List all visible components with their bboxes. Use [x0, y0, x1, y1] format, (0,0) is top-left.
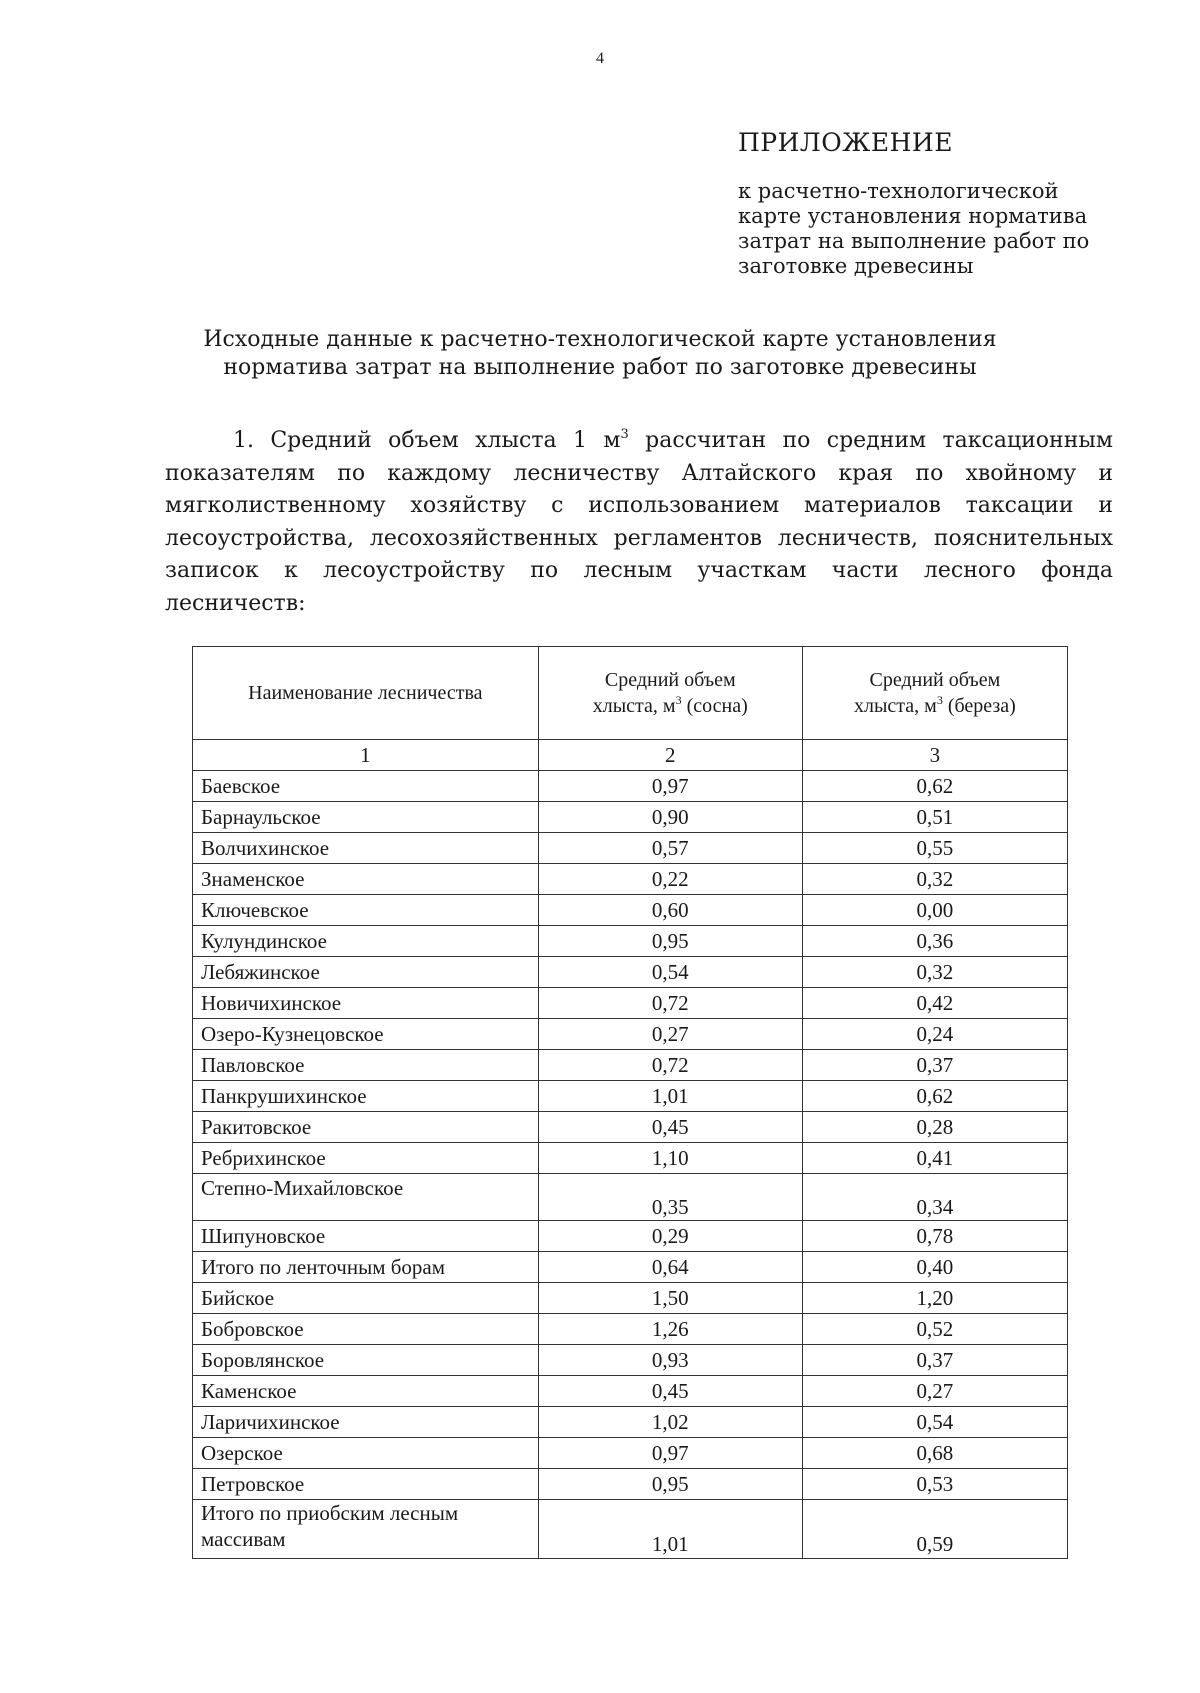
birch-volume-cell: 0,24 — [802, 1019, 1067, 1050]
table-row — [193, 1143, 1068, 1174]
birch-volume-cell: 0,53 — [802, 1469, 1067, 1500]
header-forestry-name: Наименование лесничества — [193, 647, 539, 740]
forestry-name-cell: Бобровское — [193, 1314, 539, 1345]
forestry-name-cell: Знаменское — [193, 864, 539, 895]
forestry-name-cell: Петровское — [193, 1469, 539, 1500]
table-row — [193, 1019, 1068, 1050]
table-row — [193, 1469, 1068, 1500]
pine-volume-cell: 0,29 — [538, 1221, 802, 1252]
header-text: хлыста, м — [854, 695, 937, 717]
pine-volume-cell: 0,72 — [538, 1050, 802, 1081]
birch-volume-cell: 0,62 — [802, 1081, 1067, 1112]
forestry-name-cell: Лебяжинское — [193, 957, 539, 988]
header-text: хлыста, м — [592, 695, 676, 717]
table-row — [193, 1221, 1068, 1252]
header-birch-volume — [802, 647, 1067, 740]
forestry-name-cell: Ларичихинское — [193, 1407, 539, 1438]
pine-volume-cell: 0,97 — [538, 1438, 802, 1469]
pine-volume-cell: 0,64 — [538, 1252, 802, 1283]
header-text: Средний объем — [869, 669, 1001, 691]
birch-volume-cell: 0,37 — [802, 1050, 1067, 1081]
forestry-name-cell: Новичихинское — [193, 988, 539, 1019]
pine-volume-cell: 0,57 — [538, 833, 802, 864]
header-text: Средний объем — [604, 669, 736, 691]
table-row — [193, 926, 1068, 957]
birch-volume-cell: 0,78 — [802, 1221, 1067, 1252]
forestry-name-cell: Ребрихинское — [193, 1143, 539, 1174]
forestry-name-cell: Шипуновское — [193, 1221, 539, 1252]
birch-volume-cell: 0,54 — [802, 1407, 1067, 1438]
pine-volume-cell: 0,45 — [538, 1376, 802, 1407]
table-row — [193, 1314, 1068, 1345]
pine-volume-cell: 0,45 — [538, 1112, 802, 1143]
birch-volume-cell: 0,40 — [802, 1252, 1067, 1283]
birch-volume-cell: 0,36 — [802, 926, 1067, 957]
pine-volume-cell: 0,95 — [538, 1469, 802, 1500]
forestry-name-cell: Боровлянское — [193, 1345, 539, 1376]
birch-volume-cell: 0,55 — [802, 833, 1067, 864]
appendix-block — [738, 128, 1118, 279]
forestry-name-cell: Озерское — [193, 1438, 539, 1469]
appendix-title: ПРИЛОЖЕНИЕ — [738, 128, 953, 157]
pine-volume-cell: 0,35 — [538, 1174, 802, 1221]
column-number: 1 — [193, 740, 539, 771]
superscript: 3 — [675, 693, 682, 707]
forestry-name-cell: Ракитовское — [193, 1112, 539, 1143]
table-row — [193, 1081, 1068, 1112]
birch-volume-cell: 0,00 — [802, 895, 1067, 926]
pine-volume-cell: 0,90 — [538, 802, 802, 833]
table-row — [193, 957, 1068, 988]
table-row — [193, 988, 1068, 1019]
table-row — [193, 1112, 1068, 1143]
pine-volume-cell: 0,93 — [538, 1345, 802, 1376]
appendix-subtitle — [738, 179, 1118, 279]
birch-volume-cell: 0,27 — [802, 1376, 1067, 1407]
pine-volume-cell: 1,02 — [538, 1407, 802, 1438]
appendix-line: затрат на выполнение работ по — [738, 229, 1090, 253]
document-heading — [0, 326, 1200, 382]
column-number: 2 — [538, 740, 802, 771]
superscript: 3 — [936, 693, 943, 707]
birch-volume-cell: 0,41 — [802, 1143, 1067, 1174]
table-row — [193, 802, 1068, 833]
birch-volume-cell: 0,51 — [802, 802, 1067, 833]
table-row — [193, 1283, 1068, 1314]
table-row — [193, 771, 1068, 802]
appendix-line: заготовке древесины — [738, 254, 974, 278]
pine-volume-cell: 1,01 — [538, 1081, 802, 1112]
paragraph-text: рассчитан по средним таксационным показателям по каждому лесничеству Алтайского края по хвойному и мягколиственному хозяйству с использованием материалов таксации и лесоустройства, лесохозяйственных регламентов лесничеств, пояснительных записок к лесоустройству по лесным участкам части лесного фонда лесничеств: — [165, 428, 1113, 616]
birch-volume-cell: 0,32 — [802, 864, 1067, 895]
birch-volume-cell: 0,62 — [802, 771, 1067, 802]
forestry-name-cell: Баевское — [193, 771, 539, 802]
intro-paragraph — [165, 425, 1113, 620]
table-header-row — [193, 647, 1068, 740]
pine-volume-cell: 1,10 — [538, 1143, 802, 1174]
forestry-name-cell: Озеро-Кузнецовское — [193, 1019, 539, 1050]
forestry-name-cell: Панкрушихинское — [193, 1081, 539, 1112]
page-number: 4 — [596, 50, 604, 67]
paragraph-text: 1. Средний объем хлыста 1 м — [233, 428, 621, 453]
forestry-name-cell: Кулундинское — [193, 926, 539, 957]
forestry-name-cell: Барнаульское — [193, 802, 539, 833]
pine-volume-cell: 1,50 — [538, 1283, 802, 1314]
table-row — [193, 1407, 1068, 1438]
forestry-name-cell: Павловское — [193, 1050, 539, 1081]
forestry-name-cell: Ключевское — [193, 895, 539, 926]
birch-volume-cell: 1,20 — [802, 1283, 1067, 1314]
heading-line: норматива затрат на выполнение работ по заготовке древесины — [223, 355, 977, 380]
table-row — [193, 895, 1068, 926]
table-row — [193, 1438, 1068, 1469]
birch-volume-cell: 0,42 — [802, 988, 1067, 1019]
pine-volume-cell: 1,26 — [538, 1314, 802, 1345]
header-text: (сосна) — [681, 695, 748, 717]
birch-volume-cell: 0,37 — [802, 1345, 1067, 1376]
pine-volume-cell: 0,54 — [538, 957, 802, 988]
table-body — [193, 740, 1068, 1559]
forestry-name-cell: Каменское — [193, 1376, 539, 1407]
pine-volume-cell: 0,60 — [538, 895, 802, 926]
table-row — [193, 1500, 1068, 1559]
table-row — [193, 1050, 1068, 1081]
pine-volume-cell: 0,72 — [538, 988, 802, 1019]
table-row — [193, 1376, 1068, 1407]
pine-volume-cell: 0,97 — [538, 771, 802, 802]
column-number-row — [193, 740, 1068, 771]
birch-volume-cell: 0,34 — [802, 1174, 1067, 1221]
birch-volume-cell: 0,32 — [802, 957, 1067, 988]
forestry-name-cell: Волчихинское — [193, 833, 539, 864]
birch-volume-cell: 0,59 — [802, 1500, 1067, 1559]
table-row — [193, 864, 1068, 895]
birch-volume-cell: 0,52 — [802, 1314, 1067, 1345]
forestry-name-cell: Итого по приобским лесным массивам — [193, 1500, 539, 1559]
heading-line: Исходные данные к расчетно-технологической карте установления — [203, 327, 997, 352]
table-row — [193, 1345, 1068, 1376]
table-row — [193, 833, 1068, 864]
table-row — [193, 1252, 1068, 1283]
header-text: (береза) — [942, 695, 1016, 717]
birch-volume-cell: 0,68 — [802, 1438, 1067, 1469]
forestry-name-cell: Итого по ленточным борам — [193, 1252, 539, 1283]
appendix-line: карте установления норматива — [738, 204, 1088, 228]
superscript: 3 — [620, 427, 629, 442]
pine-volume-cell: 0,95 — [538, 926, 802, 957]
pine-volume-cell: 0,27 — [538, 1019, 802, 1050]
pine-volume-cell: 1,01 — [538, 1500, 802, 1559]
forestry-table — [192, 646, 1068, 1559]
pine-volume-cell: 0,22 — [538, 864, 802, 895]
birch-volume-cell: 0,28 — [802, 1112, 1067, 1143]
forestry-name-cell: Степно-Михайловское — [193, 1174, 539, 1221]
appendix-line: к расчетно-технологической — [738, 179, 1059, 203]
column-number: 3 — [802, 740, 1067, 771]
forestry-name-cell: Бийское — [193, 1283, 539, 1314]
header-pine-volume — [538, 647, 802, 740]
table-row — [193, 1174, 1068, 1221]
